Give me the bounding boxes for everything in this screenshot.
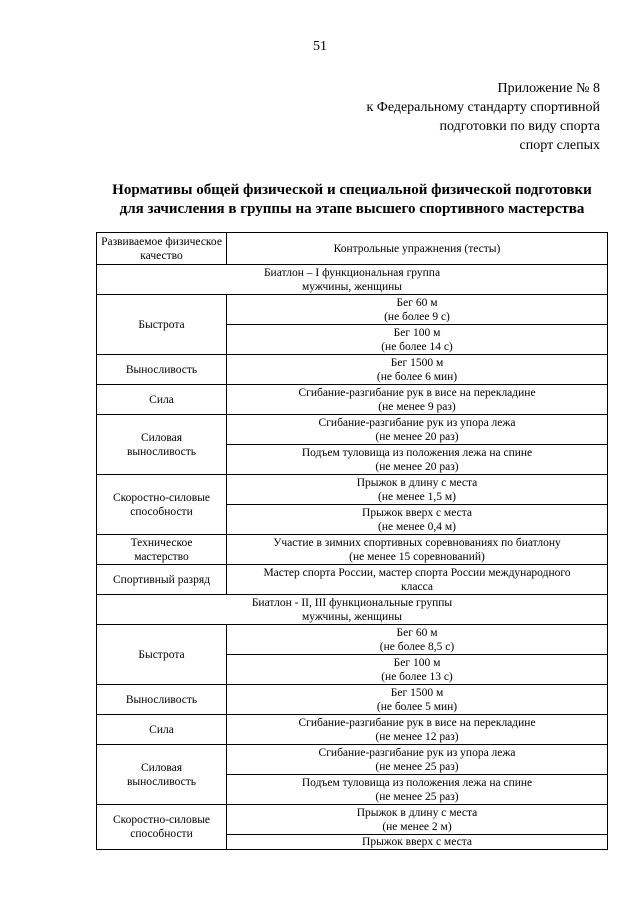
test-cell <box>227 445 608 475</box>
table-row <box>97 685 608 715</box>
test-name: Бег 60 м <box>396 626 438 639</box>
test-name: Прыжок вверх с места <box>362 836 472 848</box>
group-title: Биатлон – I функциональная группа <box>263 266 441 279</box>
test-norm: (не менее 0,4 м) <box>378 520 456 533</box>
table-row <box>97 715 608 745</box>
test-norm: (не более 14 с) <box>381 340 453 353</box>
test-name: Мастер спорта России, мастер спорта России международного <box>263 566 571 579</box>
test-name: Сгибание-разгибание рук из упора лежа <box>318 416 516 429</box>
quality-cell <box>97 805 227 850</box>
group-header <box>97 265 608 295</box>
test-norm: (не более 5 мин) <box>376 700 458 713</box>
test-cell <box>227 505 608 535</box>
test-name: Бег 1500 м <box>390 686 444 699</box>
quality-cell: Быстрота <box>97 625 227 685</box>
test-name: Бег 1500 м <box>390 356 444 369</box>
quality-cell: Выносливость <box>97 685 227 715</box>
table-row <box>97 385 608 415</box>
test-norm: (не менее 25 раз) <box>375 760 459 773</box>
table-row <box>97 565 608 595</box>
test-cell <box>227 625 608 655</box>
table-header-row <box>97 233 608 265</box>
quality-line: Силовая <box>141 431 182 444</box>
test-cell <box>227 385 608 415</box>
quality-line: Скоростно-силовые <box>112 491 211 504</box>
group-header-row <box>97 265 608 295</box>
quality-cell <box>97 415 227 475</box>
test-name: Подъем туловища из положения лежа на спине <box>301 446 533 459</box>
test-cell <box>227 325 608 355</box>
table-row <box>97 805 608 835</box>
quality-cell: Быстрота <box>97 295 227 355</box>
test-cell <box>227 655 608 685</box>
test-norm: (не менее 1,5 м) <box>378 490 456 503</box>
test-norm: (не более 9 с) <box>384 310 450 323</box>
quality-cell: Спортивный разряд <box>97 565 227 595</box>
appendix-line: спорт слепых <box>519 138 600 153</box>
test-cell <box>227 715 608 745</box>
appendix-line: подготовки по виду спорта <box>439 119 600 134</box>
test-norm: (не более 6 мин) <box>376 370 458 383</box>
test-name: Бег 100 м <box>393 326 441 339</box>
quality-line: способности <box>130 828 193 840</box>
table-row <box>97 625 608 655</box>
test-name: Прыжок в длину с места <box>356 476 478 489</box>
test-name: Участие в зимних спортивных соревнованиях по биатлону <box>273 536 561 549</box>
table-row <box>97 745 608 775</box>
test-name: Сгибание-разгибание рук в висе на перекладине <box>298 386 536 399</box>
test-cell <box>227 805 608 835</box>
page-number: 51 <box>313 39 327 54</box>
quality-line: Техническое <box>130 536 193 549</box>
test-name: Сгибание-разгибание рук в висе на перекладине <box>298 716 536 729</box>
test-norm: (не менее 25 раз) <box>375 790 459 803</box>
appendix-line: к Федеральному стандарту спортивной <box>366 100 600 115</box>
test-name: Прыжок вверх с места <box>362 506 472 519</box>
quality-cell <box>97 475 227 535</box>
quality-cell: Сила <box>97 715 227 745</box>
group-header-row <box>97 595 608 625</box>
group-title: Биатлон - II, III функциональные группы <box>251 596 453 609</box>
test-name: Бег 100 м <box>393 656 441 669</box>
test-norm: (не менее 2 м) <box>382 820 452 833</box>
test-cell <box>227 415 608 445</box>
test-cell <box>227 745 608 775</box>
title-line: Нормативы общей физической и специальной физической подготовки <box>112 182 592 198</box>
quality-line: способности <box>130 505 193 518</box>
header-quality: Развиваемое физическое качество <box>97 233 227 265</box>
group-header <box>97 595 608 625</box>
table-row <box>97 355 608 385</box>
test-cell <box>227 565 608 595</box>
standards-table <box>96 232 608 850</box>
table-row <box>97 475 608 505</box>
document-title <box>96 181 608 219</box>
test-name: Подъем туловища из положения лежа на спине <box>301 776 533 789</box>
quality-line: выносливость <box>126 445 197 458</box>
test-norm: (не более 8,5 с) <box>379 640 455 653</box>
appendix-header <box>300 79 600 155</box>
test-cell <box>227 295 608 325</box>
quality-cell: Сила <box>97 385 227 415</box>
test-name: Бег 60 м <box>396 296 438 309</box>
test-cell <box>227 535 608 565</box>
table-row <box>97 535 608 565</box>
test-norm: (не менее 12 раз) <box>375 730 459 743</box>
group-subtitle: мужчины, женщины <box>301 610 403 623</box>
test-name: Прыжок в длину с места <box>356 806 478 819</box>
test-cell <box>227 475 608 505</box>
header-tests: Контрольные упражнения (тесты) <box>227 233 608 265</box>
test-cell <box>227 835 608 850</box>
test-cell <box>227 775 608 805</box>
appendix-line: Приложение № 8 <box>497 81 600 96</box>
quality-line: мастерство <box>134 550 189 563</box>
quality-cell <box>97 535 227 565</box>
test-norm: (не менее 15 соревнований) <box>349 550 485 563</box>
test-norm: (не менее 9 раз) <box>378 400 456 413</box>
test-cell <box>227 355 608 385</box>
table-row <box>97 295 608 325</box>
quality-line: выносливость <box>126 775 197 788</box>
title-line: для зачисления в группы на этапе высшего спортивного мастерства <box>119 201 585 217</box>
group-subtitle: мужчины, женщины <box>301 280 403 293</box>
test-norm: (не менее 20 раз) <box>375 430 459 443</box>
quality-cell: Выносливость <box>97 355 227 385</box>
test-norm: класса <box>401 580 433 593</box>
quality-line: Скоростно-силовые <box>112 814 211 826</box>
test-norm: (не менее 20 раз) <box>375 460 459 473</box>
test-cell <box>227 685 608 715</box>
test-norm: (не более 13 с) <box>381 670 453 683</box>
table-row <box>97 415 608 445</box>
test-name: Сгибание-разгибание рук из упора лежа <box>318 746 516 759</box>
quality-cell <box>97 745 227 805</box>
quality-line: Силовая <box>141 761 182 774</box>
